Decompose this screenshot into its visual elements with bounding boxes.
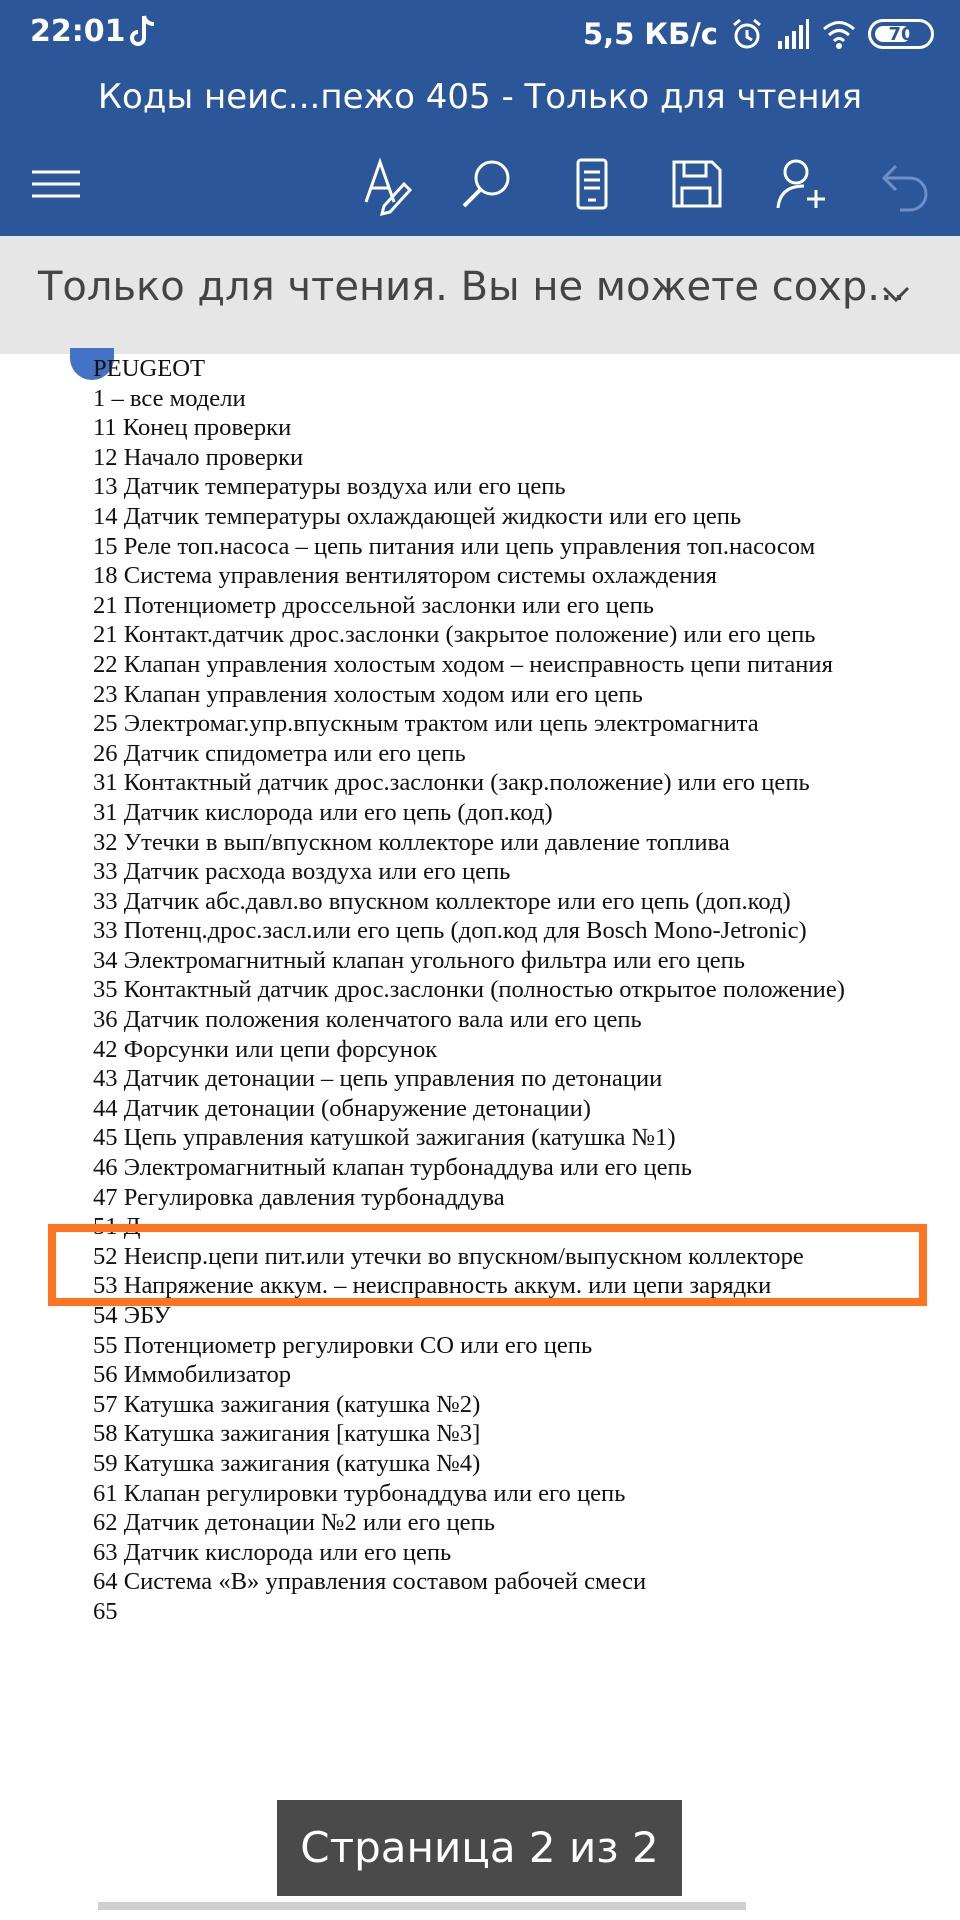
document-line: 15 Реле топ.насоса – цепь питания или цепь управления топ.насосом	[93, 532, 816, 560]
menu-button[interactable]	[28, 154, 88, 214]
document-line: 21 Потенциометр дроссельной заслонки или его цепь	[93, 591, 655, 619]
document-line: 32 Утечки в вып/впускном коллекторе или давление топлива	[93, 828, 730, 856]
document-line: 23 Клапан управления холостым ходом или его цепь	[93, 680, 643, 708]
search-icon	[458, 154, 518, 214]
document-line: 55 Потенциометр регулировки СО или его цепь	[93, 1331, 593, 1359]
clock: 22:01	[30, 14, 126, 49]
document-title: Коды неис...пежо 405 - Только для чтения	[0, 68, 960, 132]
highlight-box	[48, 1224, 927, 1306]
document-line: 47 Регулировка давления турбонаддува	[93, 1183, 505, 1211]
document-line: 34 Электромагнитный клапан угольного фильтра или его цепь	[93, 946, 746, 974]
document-line: 62 Датчик детонации №2 или его цепь	[93, 1509, 495, 1537]
document-line: 13 Датчик температуры воздуха или его цепь	[93, 473, 566, 501]
document-line: 51 Д	[93, 1213, 141, 1241]
save-button[interactable]	[666, 154, 726, 214]
save-icon	[666, 154, 726, 214]
search-button[interactable]	[458, 154, 518, 214]
document-line: 43 Датчик детонации – цепь управления по детонации	[93, 1065, 663, 1093]
document-line: 46 Электромагнитный клапан турбонаддува или его цепь	[93, 1154, 692, 1182]
tiktok-icon	[128, 14, 158, 50]
alarm-icon	[730, 17, 764, 51]
banner-text: Только для чтения. Вы не можете сохр...	[38, 264, 906, 310]
document-line: 31 Контактный датчик дрос.заслонки (закр.положение) или его цепь	[93, 769, 810, 797]
document-line: 61 Клапан регулировки турбонаддува или его цепь	[93, 1479, 626, 1507]
chevron-down-icon[interactable]	[876, 274, 916, 314]
document-line: 65	[93, 1597, 118, 1625]
share-button[interactable]	[772, 154, 832, 214]
document-line: 31 Датчик кислорода или его цепь (доп.код)	[93, 798, 553, 826]
document-line: 35 Контактный датчик дрос.заслонки (полностью открытое положение)	[93, 976, 845, 1004]
document-line: 52 Неиспр.цепи пит.или утечки во впускном/выпускном коллекторе	[93, 1242, 804, 1270]
read-only-banner[interactable]	[0, 236, 960, 355]
document-line: 59 Катушка зажигания (катушка №4)	[93, 1449, 481, 1477]
document-line: 54 ЭБУ	[93, 1302, 171, 1329]
document-line: 33 Датчик расхода воздуха или его цепь	[93, 858, 511, 886]
document-line: 21 Контакт.датчик дрос.заслонки (закрытое положение) или его цепь	[93, 621, 816, 649]
undo-icon	[874, 154, 934, 214]
document-page[interactable]	[0, 354, 960, 1625]
wifi-icon	[822, 17, 856, 51]
document-line: 56 Иммобилизатор	[93, 1361, 292, 1389]
document-line: 64 Система «В» управления составом рабочей смеси	[93, 1568, 647, 1596]
horizontal-scrollbar[interactable]	[98, 1902, 746, 1910]
document-line: 53 Напряжение аккум. – неисправность аккум. или цепи зарядки	[93, 1272, 772, 1300]
status-bar	[0, 0, 960, 68]
undo-button[interactable]	[874, 154, 934, 214]
document-line: 14 Датчик температуры охлаждающей жидкости или его цепь	[93, 502, 742, 530]
document-line: 12 Начало проверки	[93, 443, 304, 471]
document-line: 25 Электромаг.упр.впускным трактом или цепь электромагнита	[93, 710, 759, 738]
toolbar	[0, 132, 960, 236]
mobile-view-icon	[562, 154, 622, 214]
document-line: 44 Датчик детонации (обнаружение детонации)	[93, 1094, 591, 1122]
document-line: 22 Клапан управления холостым ходом – неисправность цепи питания	[93, 650, 833, 678]
network-speed: 5,5 КБ/с	[582, 17, 718, 51]
edit-button[interactable]	[358, 154, 418, 214]
document-line: 33 Потенц.дрос.засл.или его цепь (доп.код для Bosch Mono-Jetronic)	[93, 917, 807, 945]
document-line: 11 Конец проверки	[93, 414, 292, 442]
signal-icon	[776, 17, 810, 51]
document-line: 18 Система управления вентилятором системы охлаждения	[93, 562, 717, 590]
battery-level: 70	[888, 23, 914, 45]
document-line: PEUGEOT	[93, 355, 206, 382]
mobile-view-button[interactable]	[562, 154, 622, 214]
battery-icon	[868, 19, 934, 49]
status-icons	[583, 14, 934, 54]
page-indicator: Страница 2 из 2	[277, 1800, 682, 1896]
document-line: 45 Цепь управления катушкой зажигания (катушка №1)	[93, 1124, 676, 1152]
document-text	[93, 354, 953, 1627]
document-line: 63 Датчик кислорода или его цепь	[93, 1538, 452, 1566]
edit-pen-icon	[358, 154, 418, 214]
document-line: 33 Датчик абс.давл.во впускном коллекторе или его цепь (доп.код)	[93, 887, 791, 915]
share-person-icon	[772, 154, 832, 214]
document-line: 26 Датчик спидометра или его цепь	[93, 739, 466, 767]
document-line: 1 – все модели	[93, 384, 246, 412]
document-line: 58 Катушка зажигания [катушка №3]	[93, 1420, 481, 1448]
menu-icon	[28, 154, 88, 214]
document-line: 36 Датчик положения коленчатого вала или его цепь	[93, 1006, 642, 1034]
document-line: 57 Катушка зажигания (катушка №2)	[93, 1390, 481, 1418]
document-line: 42 Форсунки или цепи форсунок	[93, 1035, 438, 1063]
